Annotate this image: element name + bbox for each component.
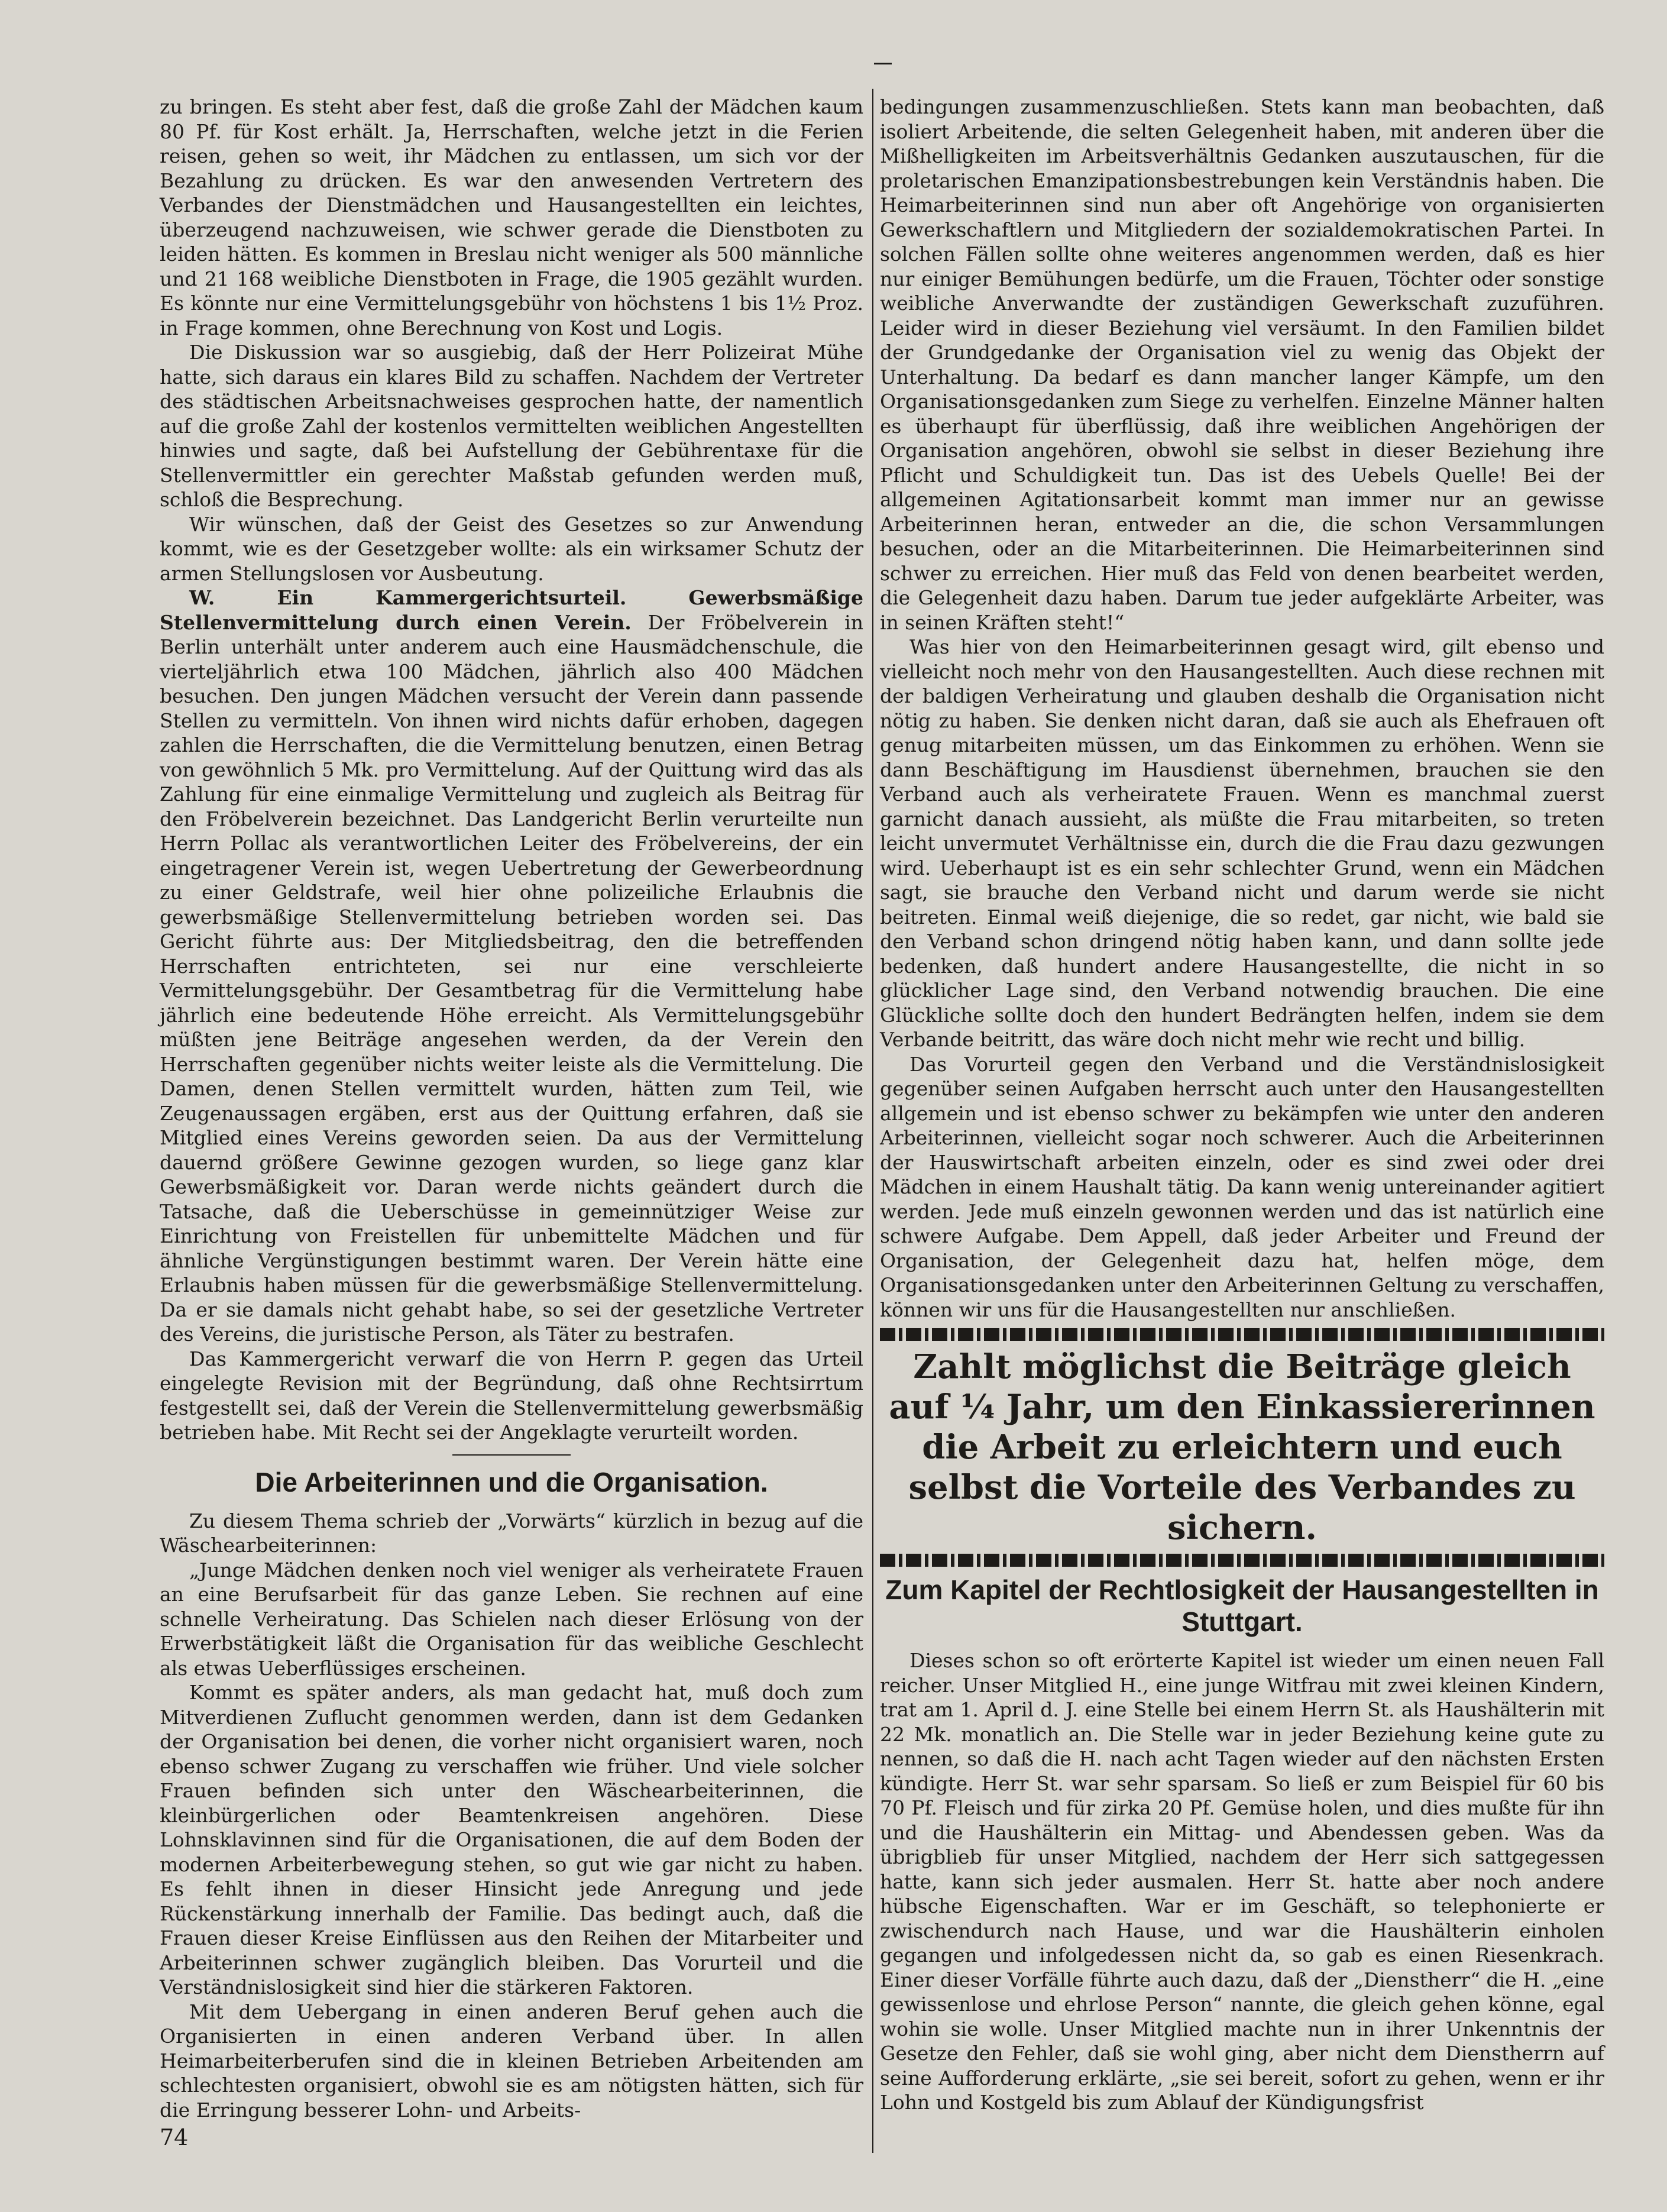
corner-mark — [874, 63, 892, 64]
article-body: Der Fröbelverein in Berlin unterhält unter anderem auch eine Hausmädchenschule, die vierteljährlich etwa 100 Mädchen, jährlich also 400 Mädchen besuchen. Den jungen Mädchen versucht der Verein dann passende Stellen zu vermitteln. Von ihnen wird nichts dafür erhoben, dagegen zahlen die Herrschaften, die die Vermittelung benutzen, einen Betrag von gewöhnlich 5 Mk. pro Vermittelung. Auf der Quittung wird das als Zahlung für eine einmalige Vermittelung und zugleich als Beitrag für den Fröbelverein bezeichnet. Das Landgericht Berlin verurteilte nun Herrn Pollac als verantwortlichen Leiter des Fröbelvereins, der ein eingetragener Verein ist, wegen Uebertretung der Gewerbeordnung zu einer Geldstrafe, weil hier ohne polizeiliche Erlaubnis die gewerbsmäßige Stellenvermittelung betrieben worden sei. Das Gericht führte aus: Der Mitgliedsbeitrag, den die betreffenden Herrschaften entrichteten, sei nur eine verschleierte Vermittelungsgebühr. Der Gesamtbetrag für die Vermittelung habe jährlich eine bedeutende Höhe erreicht. Als Vermittelungsgebühr müßten jene Beiträge angesehen werden, da der Verein den Herrschaften gegenüber nichts weiter leiste als die Vermittelung. Die Damen, denen Stellen vermittelt wurden, hätten zum Teil, wie Zeugenaussagen ergäben, erst aus der Quittung erfahren, daß sie Mitglied eines Vereins geworden seien. Da aus der Vermittelung dauernd größere Gewinne gezogen wurden, so liege ganz klar Gewerbsmäßigkeit vor. Daran werde nichts geändert durch die Tatsache, daß die Ueberschüsse in gemeinnütziger Weise zur Einrichtung von Freistellen für unbemittelte Mädchen und für ähnliche Vergünstigungen bestimmt waren. Der Verein hätte eine Erlaubnis haben müssen für die gewerbsmäßige Stellenvermittelung. Da er sie damals nicht gehabt habe, so sei der gesetzliche Vertreter des Vereins, die juristische Person, als Täter zu bestrafen. — [160, 610, 863, 1346]
left-paragraph-1: zu bringen. Es steht aber fest, daß die große Zahl der Mädchen kaum 80 Pf. für Kost erhält. Ja, Herrschaften, welche jetzt in die Ferien reisen, gehen so weit, ihr Mädchen zu entlassen, um sich vor der Bezahlung zu drücken. Es war den anwesenden Vertretern des Verbandes der Dienstmädchen und Hausangestellten ein leichtes, überzeugend nachzuweisen, wie schwer gerade die Dienstboten zu leiden hätten. Es kommen in Breslau nicht weniger als 500 männliche und 21 168 weibliche Dienstboten in Frage, die 1905 gezählt wurden. Es könnte nur eine Vermittelungsgebühr von höchstens 1 bis 1½ Proz. in Frage kommen, ohne Berechnung von Kost und Logis. — [160, 95, 863, 339]
column-divider — [872, 89, 873, 2153]
left-paragraph-2: Die Diskussion war so ausgiebig, daß der Herr Polizeirat Mühe hatte, sich daraus ein klares Bild zu schaffen. Nachdem der Vertreter des städtischen Arbeitsnachweises gesprochen hatte, der namentlich auf die große Zahl der kostenlos vermittelten weiblichen Angestellten hinwies und sagte, daß bei Aufstellung der Gebührentaxe für die Stellenvermittler ein gerechter Maßstab gefunden werden muß, schloß die Besprechung. — [160, 341, 863, 511]
dues-notice: Zahlt möglichst die Beiträge gleich auf ¼ Jahr, um den Einkassiererinnen die Arbeit zu erleichtern und euch selbst die Vorteile des Verbandes zu sichern. — [889, 1347, 1595, 1547]
left-paragraph-6: Zu diesem Thema schrieb der „Vorwärts“ kürzlich in bezug auf die Wäschearbeiterinnen: — [160, 1509, 863, 1557]
section-rule — [452, 1454, 571, 1456]
left-column — [160, 95, 863, 2122]
page-number: 74 — [160, 2124, 189, 2150]
left-paragraph-3: Wir wünschen, daß der Geist des Gesetzes so zur Anwendung kommt, wie es der Gesetzgeber wollte: als ein wirksamer Schutz der armen Stellungslosen vor Ausbeutung. — [160, 512, 863, 585]
right-paragraph-2: Was hier von den Heimarbeiterinnen gesagt wird, gilt ebenso und vielleicht noch mehr von den Hausangestellten. Auch diese rechnen mit der baldigen Verheiratung und glauben deshalb die Organisation nicht nötig zu haben. Sie denken nicht daran, daß sie auch als Ehefrauen oft genug mitarbeiten müssen, um das Einkommen zu erhöhen. Wenn sie dann Beschäftigung im Hausdienst übernehmen, brauchen sie den Verband auch als verheiratete Frauen. Wenn es manchmal zuerst garnicht danach aussieht, als müßte die Frau mitarbeiten, so treten leicht unvermutet Verhältnisse ein, durch die die Frau dazu gezwungen wird. Ueberhaupt ist es ein sehr schlechter Grund, wenn ein Mädchen sagt, sie brauche den Verband nicht und darum werde sie nicht beitreten. Einmal weiß diejenige, die so redet, gar nicht, wie bald sie den Verband schon dringend nötig haben kann, und dann sollte jede bedenken, daß hundert andere Hausangestellte, die nicht in so glücklicher Lage sind, den Verband notwendig brauchen. Die eine Glückliche sollte doch den hundert Bedrängten helfen, indem sie dem Verbande beitritt, das wäre doch nicht mehr wie recht und billig. — [880, 635, 1604, 1051]
right-paragraph-1: bedingungen zusammenzuschließen. Stets kann man beobachten, daß isoliert Arbeitende, die selten Gelegenheit haben, mit anderen über die Mißhelligkeiten im Arbeitsverhältnis Gedanken auszutauschen, für die proletarischen Emanzipationsbestrebungen kein Verständnis haben. Die Heimarbeiterinnen sind nun aber oft Angehörige von organisierten Gewerkschaftlern und Mitgliedern der sozialdemokratischen Partei. In solchen Fällen sollte ohne weiteres angenommen werden, daß es hier nur einiger Bemühungen bedürfe, um die Frauen, Töchter oder sonstige weibliche Anverwandte der zuständigen Gewerkschaft zuzuführen. Leider wird in dieser Beziehung viel versäumt. In den Familien bildet der Grundgedanke der Organisation viel zu wenig das Objekt der Unterhaltung. Da bedarf es dann mancher langer Kämpfe, um den Organisationsgedanken zum Siege zu verhelfen. Einzelne Männer halten es überhaupt für überflüssig, daß ihre weiblichen Angehörigen der Organisation angehören, obwohl sie selbst in dieser Beziehung ihre Pflicht und Schuldigkeit tun. Das ist des Uebels Quelle! Bei der allgemeinen Agitationsarbeit kommt man immer nur an gewisse Arbeiterinnen heran, entweder an die, die schon Versammlungen besuchen, oder an die Mitarbeiterinnen. Die Heimarbeiterinnen sind schwer zu erreichen. Hier muß das Feld von denen bearbeitet werden, die Gelegenheit dazu haben. Darum tue jeder aufgeklärte Arbeiter, was in seinen Kräften steht!“ — [880, 95, 1604, 634]
right-paragraph-3: Das Vorurteil gegen den Verband und die Verständnislosigkeit gegenüber seinen Aufgaben herrscht auch unter den Hausangestellten allgemein und ist ebenso schwer zu bekämpfen wie unter den anderen Arbeiterinnen, vielleicht sogar noch schwerer. Auch die Arbeiterinnen der Hauswirtschaft arbeiten einzeln, oder es sind zwei oder drei Mädchen in einem Haushalt tätig. Da kann wenig untereinander agitiert werden. Jede muß einzeln gewonnen werden und das ist natürlich eine schwere Aufgabe. Dem Appell, daß jeder Arbeiter und Freund der Organisation, der Gelegenheit dazu hat, helfen möge, dem Organisationsgedanken unter den Arbeiterinnen Geltung zu verschaffen, können wir uns für die Hausangestellten nur anschließen. — [880, 1052, 1604, 1321]
left-paragraph-5: Das Kammergericht verwarf die von Herrn P. gegen das Urteil eingelegte Revision mit der Begründung, daß ohne Rechtsirrtum festgestellt sei, daß der Verein die Stellenvermittelung gewerbsmäßig betrieben habe. Mit Recht sei der Angeklagte verurteilt worden. — [160, 1347, 863, 1444]
right-paragraph-4: Dieses schon so oft erörterte Kapitel ist wieder um einen neuen Fall reicher. Unser Mitglied H., eine junge Witfrau mit zwei kleinen Kindern, trat am 1. April d. J. eine Stelle bei einem Herrn St. als Haushälterin mit 22 Mk. monatlich an. Die Stelle war in jeder Beziehung keine gute zu nennen, so daß die H. nach acht Tagen wieder auf den nächsten Ersten kündigte. Herr St. war sehr sparsam. So ließ er zum Beispiel für 60 bis 70 Pf. Fleisch und für zirka 20 Pf. Gemüse holen, und dies mußte für ihn und die Haushälterin ein Mittag- und Abendessen geben. Was da übrigblieb für unser Mitglied, nachdem der Herr sich sattgegessen hatte, kann sich jeder ausmalen. Herr St. hatte aber noch andere hübsche Eigenschaften. War er im Geschäft, so telephonierte er zwischendurch nach Hause, und war die Haushälterin einholen gegangen und infolgedessen nicht da, so gab es einen Riesenkrach. Einer dieser Vorfälle führte auch dazu, daß der „Dienstherr“ die H. „eine gewissenlose und ehrlose Person“ nannte, die gleich gehen könne, egal wohin sie wolle. Unser Mitglied machte nun in ihrer Unkenntnis der Gesetze den Fehler, daß sie wohl ging, aber nicht dem Dienstherrn auf seine Aufforderung erklärte, „sie sei bereit, sofort zu gehen, wenn er ihr Lohn und Kostgeld bis zum Ablauf der Kündigungsfrist — [880, 1649, 1604, 2114]
left-paragraph-8: Kommt es später anders, als man gedacht hat, muß doch zum Mitverdienen Zuflucht genommen werden, dann ist dem Gedanken der Organisation bei denen, die vorher nicht organisiert waren, noch ebenso schwer Zugang zu verschaffen wie früher. Und viele solcher Frauen befinden sich unter den Wäschearbeiterinnen, die kleinbürgerlichen oder Beamtenkreisen angehören. Diese Lohnsklavinnen sind für die Organisationen, die auf dem Boden der modernen Arbeiterbewegung stehen, so gut wie gar nicht zu haben. Es fehlt ihnen in dieser Hinsicht jede Anregung und jede Rückenstärkung innerhalb der Familie. Das bedingt auch, daß die Frauen dieser Kreise Einflüssen aus den Reihen der Mitarbeiter und Arbeiterinnen schwer zugänglich bleiben. Das Vorurteil und die Verständnislosigkeit sind hier die stärkeren Faktoren. — [160, 1681, 863, 1998]
section-heading-stuttgart: Zum Kapitel der Rechtlosigkeit der Hausangestellten in Stuttgart. — [885, 1574, 1599, 1637]
section-heading-organisation: Die Arbeiterinnen und die Organisation. — [255, 1466, 768, 1498]
left-paragraph-7: „Junge Mädchen denken noch viel weniger als verheiratete Frauen an eine Berufsarbeit für das ganze Leben. Sie rechnen auf eine schnelle Verheiratung. Das Schielen nach dieser Erlösung von der Erwerbstätigkeit läßt die Organisation für das weibliche Geschlecht als etwas Ueberflüssiges erscheinen. — [160, 1558, 863, 1680]
right-column — [880, 95, 1604, 2115]
ornament-bar-bottom — [880, 1554, 1604, 1567]
left-paragraph-4 — [160, 586, 863, 1347]
article-lead: W. Ein Kammergerichtsurteil. Gewerbsmäßige Stellenvermittelung durch einen Verein. — [160, 586, 863, 634]
ornament-bar-top — [880, 1328, 1604, 1341]
left-paragraph-9: Mit dem Uebergang in einen anderen Beruf gehen auch die Organisierten in einen anderen Verband über. In allen Heimarbeiterberufen sind die in kleinen Betrieben Arbeitenden am schlechtesten organisiert, obwohl sie es am nötigsten hätten, sich für die Erringung besserer Lohn- und Arbeits- — [160, 2000, 863, 2122]
